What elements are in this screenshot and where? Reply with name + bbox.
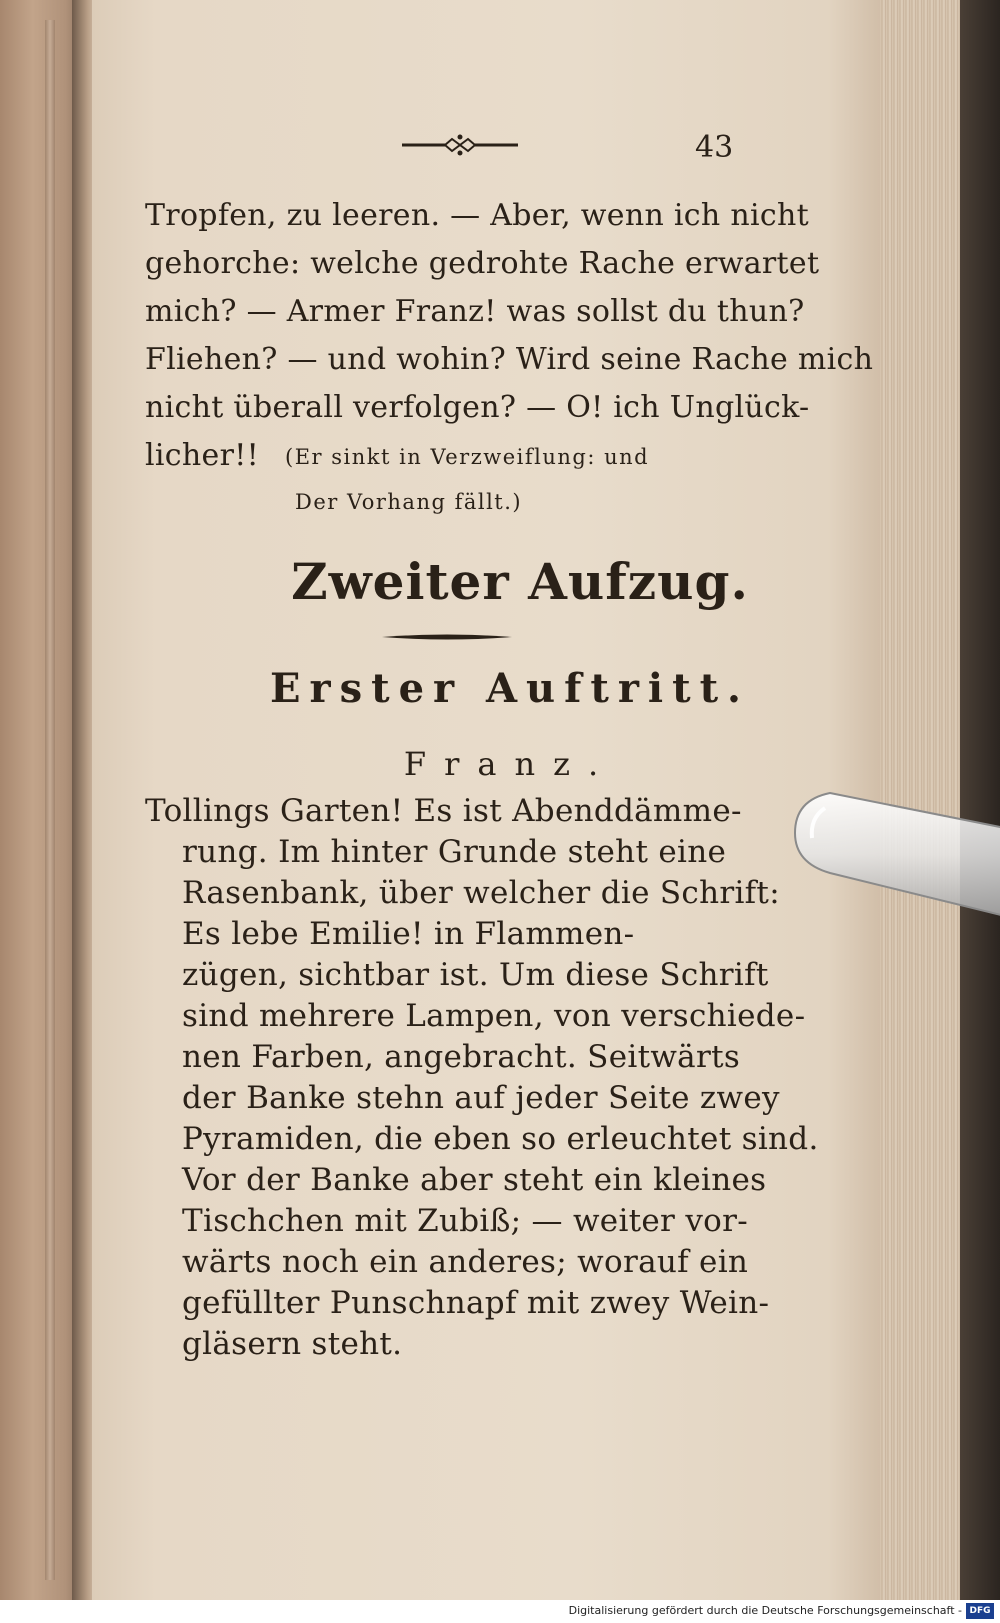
scene-heading-text: Erster Auftritt. [270,665,750,712]
book-clip [790,788,1000,918]
left-page [0,0,82,1600]
stage-line: gefüllter Punschnapf mit zwey Wein- [182,1285,770,1321]
character-name-text: Franz. [403,745,617,783]
stage-line: rung. Im hinter Grunde steht eine [182,834,727,870]
stage-line: zügen, sichtbar ist. Um diese Schrift [182,957,769,993]
character-name [0,745,1000,783]
scene-heading [0,665,1000,712]
stage-line: der Banke stehn auf jeder Seite zwey [182,1080,780,1116]
body-line: Tropfen, zu leeren. — Aber, wenn ich nicht [145,198,809,233]
page-number: 43 [695,130,734,165]
stage-line: Tischchen mit Zubiß; — weiter vor- [182,1203,749,1239]
stage-line: Es lebe Emilie! in Flammen- [182,916,635,952]
body-line: gehorche: welche gedrohte Rache erwartet [145,246,820,281]
act-heading [0,552,1000,611]
stage-line: wärts noch ein anderes; worauf ein [182,1244,749,1280]
act-heading-text: Zweiter Aufzug. [291,552,749,611]
stage-line: Vor der Banke aber steht ein kleines [182,1162,767,1198]
stage-line: Rasenbank, über welcher die Schrift: [182,875,780,911]
body-line: nicht überall verfolgen? — O! ich Unglück- [145,390,810,425]
stage-direction: Der Vorhang fällt.) [295,490,523,514]
ornament-divider-icon [400,130,520,160]
stage-line: Tollings Garten! Es ist Abenddämme- [145,793,742,829]
body-line: mich? — Armer Franz! was sollst du thun? [145,294,805,329]
body-line: Fliehen? — und wohin? Wird seine Rache mich [145,342,874,377]
dfg-logo: DFG [966,1603,994,1619]
stage-line: Pyramiden, die eben so erleuchtet sind. [182,1121,819,1157]
stage-line: gläsern steht. [182,1326,403,1362]
heading-rule [382,632,512,642]
stage-direction: (Er sinkt in Verzweiflung: und [285,445,650,469]
body-line: licher!! [145,438,259,473]
left-page-edge [45,20,55,1580]
stage-line: sind mehrere Lampen, von verschiede- [182,998,806,1034]
footer-credit: Digitalisierung gefördert durch die Deutsche Forschungsgemeinschaft - [568,1604,962,1617]
stage-line: nen Farben, angebracht. Seitwärts [182,1039,741,1075]
